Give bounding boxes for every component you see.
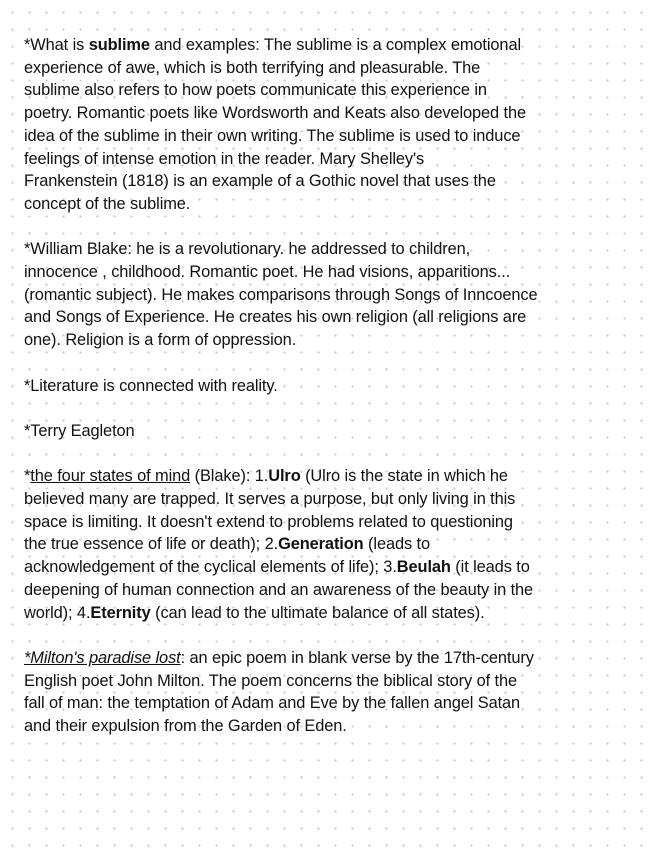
text-run: (romantic subject). He makes comparisons through Songs of Inncoence bbox=[24, 285, 538, 304]
bold-sublime: sublime bbox=[88, 36, 150, 54]
text-run: acknowledgement of the cyclical elements of life); 3. bbox=[24, 558, 397, 577]
note-line bbox=[24, 420, 634, 443]
text-run: * bbox=[24, 467, 31, 486]
note-line bbox=[24, 692, 634, 715]
note-paragraph bbox=[24, 375, 634, 398]
bold-beulah: Beulah bbox=[396, 558, 451, 577]
note-line bbox=[24, 602, 634, 625]
text-run: experience of awe, which is both terrifying and pleasurable. The bbox=[24, 58, 481, 77]
text-run: and Songs of Experience. He creates his own religion (all religions are bbox=[24, 308, 527, 327]
text-run: (leads to bbox=[363, 535, 431, 554]
note-line bbox=[24, 170, 634, 193]
text-run: (can lead to the ultimate balance of all states). bbox=[150, 603, 485, 622]
note-paragraph bbox=[24, 34, 634, 216]
text-run: idea of the sublime in their own writing. The sublime is used to induce bbox=[24, 126, 521, 145]
note-line bbox=[24, 715, 634, 738]
text-run: and their expulsion from the Garden of Eden. bbox=[24, 717, 347, 736]
note-line bbox=[24, 488, 634, 511]
underlined-four-states-of-mind: the four states of mind bbox=[30, 467, 191, 486]
text-run: *William Blake: he is a revolutionary. he addressed to children, bbox=[24, 240, 471, 259]
text-run: English poet John Milton. The poem concerns the biblical story of the bbox=[24, 671, 517, 690]
note-paragraph bbox=[24, 420, 634, 443]
text-run: poetry. Romantic poets like Wordsworth and Keats also developed the bbox=[24, 104, 526, 123]
note-line bbox=[24, 375, 634, 398]
bold-ulro: Ulro bbox=[268, 467, 301, 486]
text-run: *What is bbox=[24, 36, 89, 54]
note-line bbox=[24, 34, 634, 57]
note-line bbox=[24, 148, 634, 171]
text-run: fall of man: the temptation of Adam and Eve by the fallen angel Satan bbox=[24, 694, 521, 713]
text-run: *Literature is connected with reality. bbox=[24, 376, 278, 395]
note-line bbox=[24, 79, 634, 102]
text-run: the true essence of life or death); 2. bbox=[24, 535, 279, 554]
note-line bbox=[24, 329, 634, 352]
text-run: believed many are trapped. It serves a purpose, but only living in this bbox=[24, 490, 516, 508]
note-line bbox=[24, 511, 634, 534]
text-run: and examples: The sublime is a complex emotional bbox=[149, 36, 521, 54]
text-run: (Ulro is the state in which he bbox=[300, 467, 508, 486]
note-line bbox=[24, 261, 634, 284]
note-line bbox=[24, 533, 634, 556]
note-line bbox=[24, 465, 634, 488]
text-run: deepening of human connection and an awareness of the beauty in the bbox=[24, 580, 534, 599]
note-line bbox=[24, 306, 634, 329]
text-run: one). Religion is a form of oppression. bbox=[24, 331, 297, 350]
bold-generation: Generation bbox=[278, 535, 364, 554]
note-paragraph bbox=[24, 238, 634, 352]
text-run: feelings of intense emotion in the reader. Mary Shelley's bbox=[24, 149, 425, 168]
note-line bbox=[24, 193, 634, 216]
text-run: (Blake): 1. bbox=[190, 467, 269, 486]
note-line bbox=[24, 579, 634, 602]
note-paragraph bbox=[24, 647, 634, 738]
note-page bbox=[24, 34, 634, 760]
note-line bbox=[24, 57, 634, 80]
note-line bbox=[24, 647, 634, 670]
note-line bbox=[24, 102, 634, 125]
note-line bbox=[24, 125, 634, 148]
text-run: sublime also refers to how poets communicate this experience in bbox=[24, 81, 487, 100]
text-run: *Terry Eagleton bbox=[24, 421, 135, 440]
text-run: Frankenstein (1818) is an example of a Gothic novel that uses the bbox=[24, 172, 496, 191]
note-line bbox=[24, 556, 634, 579]
text-run: world); 4. bbox=[24, 603, 91, 622]
text-run: : an epic poem in blank verse by the 17th-century bbox=[180, 648, 534, 667]
bold-eternity: Eternity bbox=[90, 603, 151, 622]
note-line bbox=[24, 670, 634, 693]
note-line bbox=[24, 238, 634, 261]
underlined-miltons-paradise-lost: *Milton's paradise lost bbox=[24, 648, 181, 667]
text-run: space is limiting. It doesn't extend to problems related to questioning bbox=[24, 512, 513, 531]
note-line bbox=[24, 284, 634, 307]
text-run: innocence , childhood. Romantic poet. He had visions, apparitions... bbox=[24, 263, 511, 282]
text-run: concept of the sublime. bbox=[24, 194, 191, 213]
text-run: (it leads to bbox=[450, 558, 530, 577]
note-paragraph bbox=[24, 465, 634, 624]
